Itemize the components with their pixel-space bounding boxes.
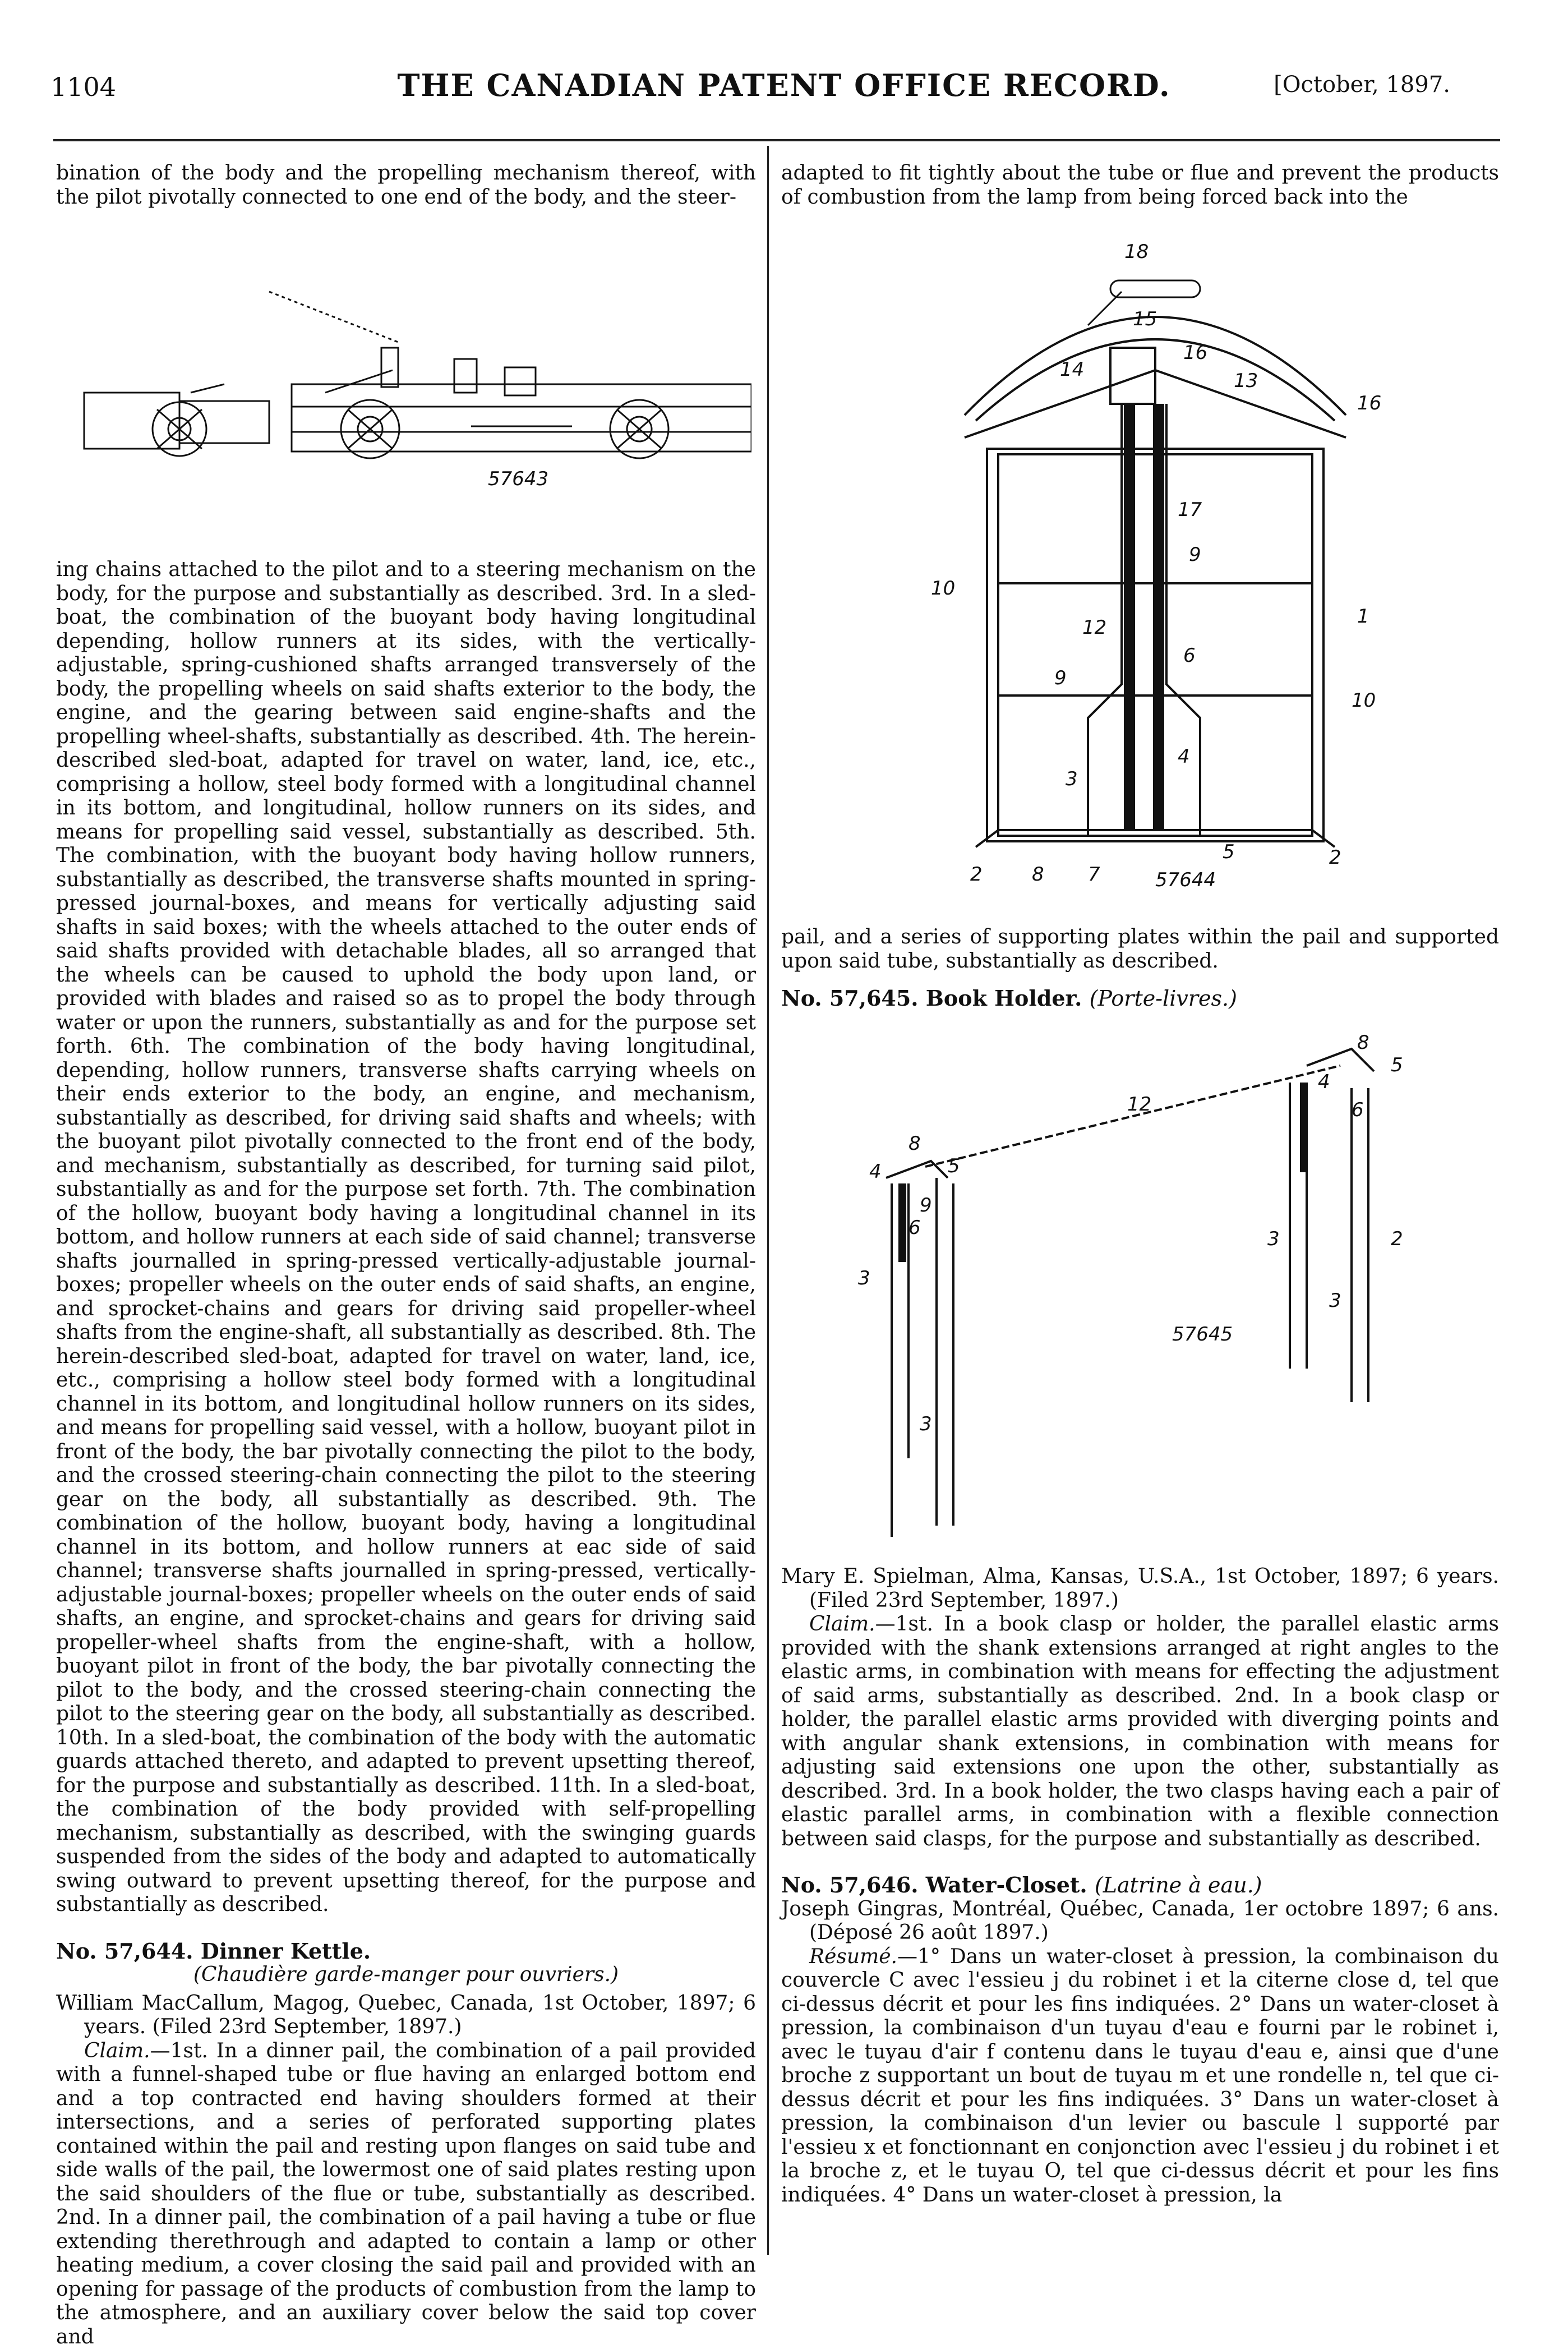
kettle-label-12: 6 xyxy=(1183,644,1196,667)
book-holder-label-4: 4 xyxy=(1318,1071,1330,1093)
kettle-label-7: 17 xyxy=(1178,499,1202,521)
sled-boat-figure-number: 57643 xyxy=(488,468,548,490)
patent-57645-claim-label: Claim. xyxy=(809,1613,875,1636)
book-holder-label-9: 9 xyxy=(920,1194,932,1217)
patent-57644-french-title: (Chaudière garde-manger pour ouvriers.) xyxy=(56,1963,756,1987)
page-number: 1104 xyxy=(50,72,116,102)
right-column-top xyxy=(781,162,1499,209)
kettle-label-18: 2 xyxy=(1329,846,1341,869)
patent-57645-title: No. 57,645. Book Holder. xyxy=(781,985,1082,1011)
book-holder-label-8: 4 xyxy=(869,1160,882,1183)
kettle-label-1: 18 xyxy=(1124,241,1149,263)
book-holder-label-1: 8 xyxy=(1357,1032,1369,1054)
patent-57645-claim-text: —1st. In a book clasp or holder, the parallel elastic arms provided with the shank extensions arranged at right angles to the elastic arms, in combination with means for effecting the adjustment of said arms, substantially as described. 2nd. In a book clasp or holder, the parallel elastic arms provided with diverging points and with angular shank extensions, in combination with means for adjusting said extensions one upon the other, substantially as described. 3rd. In a book holder, the two clasps having each a pair of elastic parallel arms, in combination with a flexible connection between said clasps, for the purpose and substantially as described. xyxy=(781,1613,1499,1850)
kettle-label-13: 9 xyxy=(1054,667,1067,689)
right-para-2: pail, and a series of supporting plates within the pail and supported upon said tube, substantially as described. xyxy=(781,925,1499,973)
patent-57646-title: No. 57,646. Water-Closet. xyxy=(781,1872,1087,1897)
kettle-label-17: 5 xyxy=(1223,841,1235,863)
book-holder-label-11: 3 xyxy=(858,1267,870,1289)
kettle-label-15: 4 xyxy=(1178,745,1190,768)
book-holder-label-7: 5 xyxy=(948,1155,960,1177)
book-holder-label-6: 8 xyxy=(908,1132,921,1155)
kettle-label-11: 12 xyxy=(1082,616,1106,639)
left-column-top xyxy=(56,162,756,209)
kettle-label-16: 3 xyxy=(1066,768,1078,790)
header-rule xyxy=(53,139,1500,141)
kettle-label-21: 7 xyxy=(1088,863,1100,886)
issue-date: [October, 1897. xyxy=(1274,72,1450,98)
kettle-label-2: 15 xyxy=(1133,308,1157,330)
book-holder-label-3: 12 xyxy=(1127,1093,1151,1116)
book-holder-figure-number: 57645 xyxy=(1172,1323,1233,1346)
kettle-label-8: 9 xyxy=(1189,544,1201,566)
right-para-1: adapted to fit tightly about the tube or flue and prevent the products of combustion from the lamp from being forced back into the xyxy=(781,162,1499,209)
book-holder-label-5: 6 xyxy=(1352,1099,1364,1121)
patent-57646-claim xyxy=(781,1945,1499,2208)
kettle-label-9: 10 xyxy=(931,577,955,600)
kettle-label-5: 13 xyxy=(1234,370,1258,392)
sled-boat-figure xyxy=(79,280,751,505)
patent-57644-inventor: William MacCallum, Magog, Quebec, Canada, 1st October, 1897; 6 years. (Filed 23rd September, 1897.) xyxy=(56,1992,756,2039)
patent-57645-inventor: Mary E. Spielman, Alma, Kansas, U.S.A., 1st October, 1897; 6 years. (Filed 23rd September, 1897.) xyxy=(781,1565,1499,1613)
kettle-label-19: 2 xyxy=(970,863,983,886)
left-para-2: ing chains attached to the pilot and to a steering mechanism on the body, for the purpose and substantially as described. 3rd. In a sled-boat, the combination of the buoyant body having longitudinal depending, hollow runners at its sides, with the vertically-adjustable, spring-cushioned shafts arranged transversely of the body, the propelling wheels on said shafts exterior to the body, the engine, and the gearing between said engine-shafts and the propelling wheel-shafts, substantially as described. 4th. The herein-described sled-boat, adapted for travel on water, land, ice, etc., comprising a hollow, steel body formed with a longitudinal channel in its bottom, and longitudinal, hollow runners on its sides, and means for propelling said vessel, substantially as described. 5th. The combination, with the buoyant body having hollow runners, substantially as described, the transverse shafts mounted in spring-pressed journal-boxes, and means for vertically adjusting said shafts in said boxes; with the wheels attached to the outer ends of said shafts provided with detachable blades, all so arranged that the wheels can be caused to uphold the body upon land, or provided with blades and raised so as to propel the body through water or upon the runners, substantially as and for the purpose set forth. 6th. The combination of the body having longitudinal, depending, hollow runners, transverse shafts carrying wheels on their ends exterior to the body, an engine, and mechanism, substantially as described, for driving said shafts and wheels; with the buoyant pilot pivotally connected to the front end of the body, and mechanism, substantially as described, for turning said pilot, substantially as and for the purpose set forth. 7th. The combination of the hollow, buoyant body having a longitudinal channel in its bottom, and hollow runners at each side of said channel; transverse shafts journalled in spring-pressed vertically-adjustable journal-boxes; propeller wheels on the outer ends of said shafts, an engine, and sprocket-chains and gears for driving said propeller-wheel shafts from the engine-shaft, all substantially as described. 8th. The herein-described sled-boat, adapted for travel on water, land, ice, etc., comprising a hollow steel body formed with a longitudinal channel in its bottom, and longitudinal hollow runners on its sides, and means for propelling said vessel, with a hollow, buoyant pilot in front of the body, the bar pivotally connecting the pilot to the body, and the crossed steering-chain connecting the pilot to the steering gear on the body, all substantially as described. 9th. The combination of the hollow, buoyant body, having a longitudinal channel in its bottom, and hollow runners at eac side of said channel; transverse shafts journalled in spring-pressed, vertically-adjustable journal-boxes; propeller wheels on the outer ends of said shafts, an engine, and sprocket-chains and gears for driving said propeller-wheel shafts from the engine-shaft, with a hollow, buoyant pilot in front of the body, the bar pivotally connecting the pilot to the body, and the crossed steering-chain connecting the pilot to the steering gear on the body, all substantially as described. 10th. In a sled-boat, the combination of the body with the automatic guards attached thereto, and adapted to prevent upsetting thereof, for the purpose and substantially as described. 11th. In a sled-boat, the combination of the body provided with self-propelling mechanism, substantially as described, with the swinging guards suspended from the sides of the body and adapted to automatically swing outward to prevent upsetting thereof, for the purpose and substantially as described. xyxy=(56,558,756,1917)
book-holder-figure xyxy=(813,1032,1475,1548)
kettle-label-3: 14 xyxy=(1060,358,1084,381)
book-holder-label-14: 3 xyxy=(1329,1289,1341,1312)
book-holder-label-15: 3 xyxy=(920,1413,932,1435)
patent-57645-heading xyxy=(781,987,1499,1011)
left-para-1: bination of the body and the propelling mechanism thereof, with the pilot pivotally connected to one end of the body, and the steer- xyxy=(56,162,756,209)
patent-57644-heading: No. 57,644. Dinner Kettle. xyxy=(56,1940,756,1964)
kettle-figure-number: 57644 xyxy=(1155,869,1216,891)
page-header xyxy=(0,67,1568,112)
kettle-label-10: 1 xyxy=(1357,605,1369,628)
patent-57646-french-title: (Latrine à eau.) xyxy=(1095,1873,1262,1897)
book-holder-label-12: 3 xyxy=(1267,1228,1280,1250)
patent-57644-claim xyxy=(56,2039,756,2349)
running-title: THE CANADIAN PATENT OFFICE RECORD. xyxy=(0,67,1568,103)
patent-57646-claim-label: Résumé. xyxy=(809,1945,897,1968)
kettle-label-6: 16 xyxy=(1357,392,1381,414)
right-column-bottom xyxy=(781,1565,1499,2207)
left-column-body xyxy=(56,558,756,2349)
patent-57644-claim-label: Claim. xyxy=(84,2039,150,2062)
kettle-label-4: 16 xyxy=(1183,342,1207,364)
patent-57646-inventor: Joseph Gingras, Montréal, Québec, Canada, 1er octobre 1897; 6 ans. (Déposé 26 août 1897.) xyxy=(781,1897,1499,1945)
patent-57645-claim xyxy=(781,1613,1499,1851)
patent-57646-claim-text: —1° Dans un water-closet à pression, la combinaison du couvercle C avec l'essieu j du robinet i et la citerne close d, tel que ci-dessus décrit et pour les fins indiquées. 2° Dans un water-closet à pression, la combinaison d'un tuyau d'eau e fourni par le robinet i, avec le tuyau d'air f contenu dans le tuyau d'eau e, ainsi que d'une broche z supportant un bout de tuyau m et une rondelle n, tel que ci-dessus décrit et pour les fins indiquées. 3° Dans un water-closet à pression, la combinaison d'un levier ou bascule l supporté par l'essieu x et fonctionnant en conjonction avec l'essieu j du robinet i et la broche z, et le tuyau O, tel que ci-dessus décrit et pour les fins indiquées. 4° Dans un water-closet à pression, la xyxy=(781,1945,1499,2207)
book-holder-label-2: 5 xyxy=(1391,1054,1403,1076)
dinner-kettle-figure xyxy=(920,236,1391,903)
right-column-middle xyxy=(781,925,1499,1011)
patent-57644-claim-text: —1st. In a dinner pail, the combination of a pail provided with a funnel-shaped tube or flue having an enlarged bottom end and a top contracted end having shoulders formed at their intersections, and a series of perforated supporting plates contained within the pail and resting upon flanges on said tube and side walls of the pail, the lowermost one of said plates resting upon the said shoulders of the flue or tube, substantially as described. 2nd. In a dinner pail, the combination of a pail having a tube or flue extending therethrough and adapted to contain a lamp or other heating medium, a cover closing the said pail and provided with an opening for passage of the products of combustion from the lamp to the atmosphere, and an auxiliary cover below the said top cover and xyxy=(56,2039,756,2348)
book-holder-label-10: 6 xyxy=(908,1217,921,1239)
kettle-label-20: 8 xyxy=(1032,863,1044,886)
column-divider xyxy=(767,146,769,2255)
book-holder-label-13: 2 xyxy=(1391,1228,1403,1250)
kettle-label-14: 10 xyxy=(1352,689,1376,712)
patent-57645-french-title: (Porte-livres.) xyxy=(1090,986,1237,1011)
patent-57646-heading xyxy=(781,1873,1499,1897)
